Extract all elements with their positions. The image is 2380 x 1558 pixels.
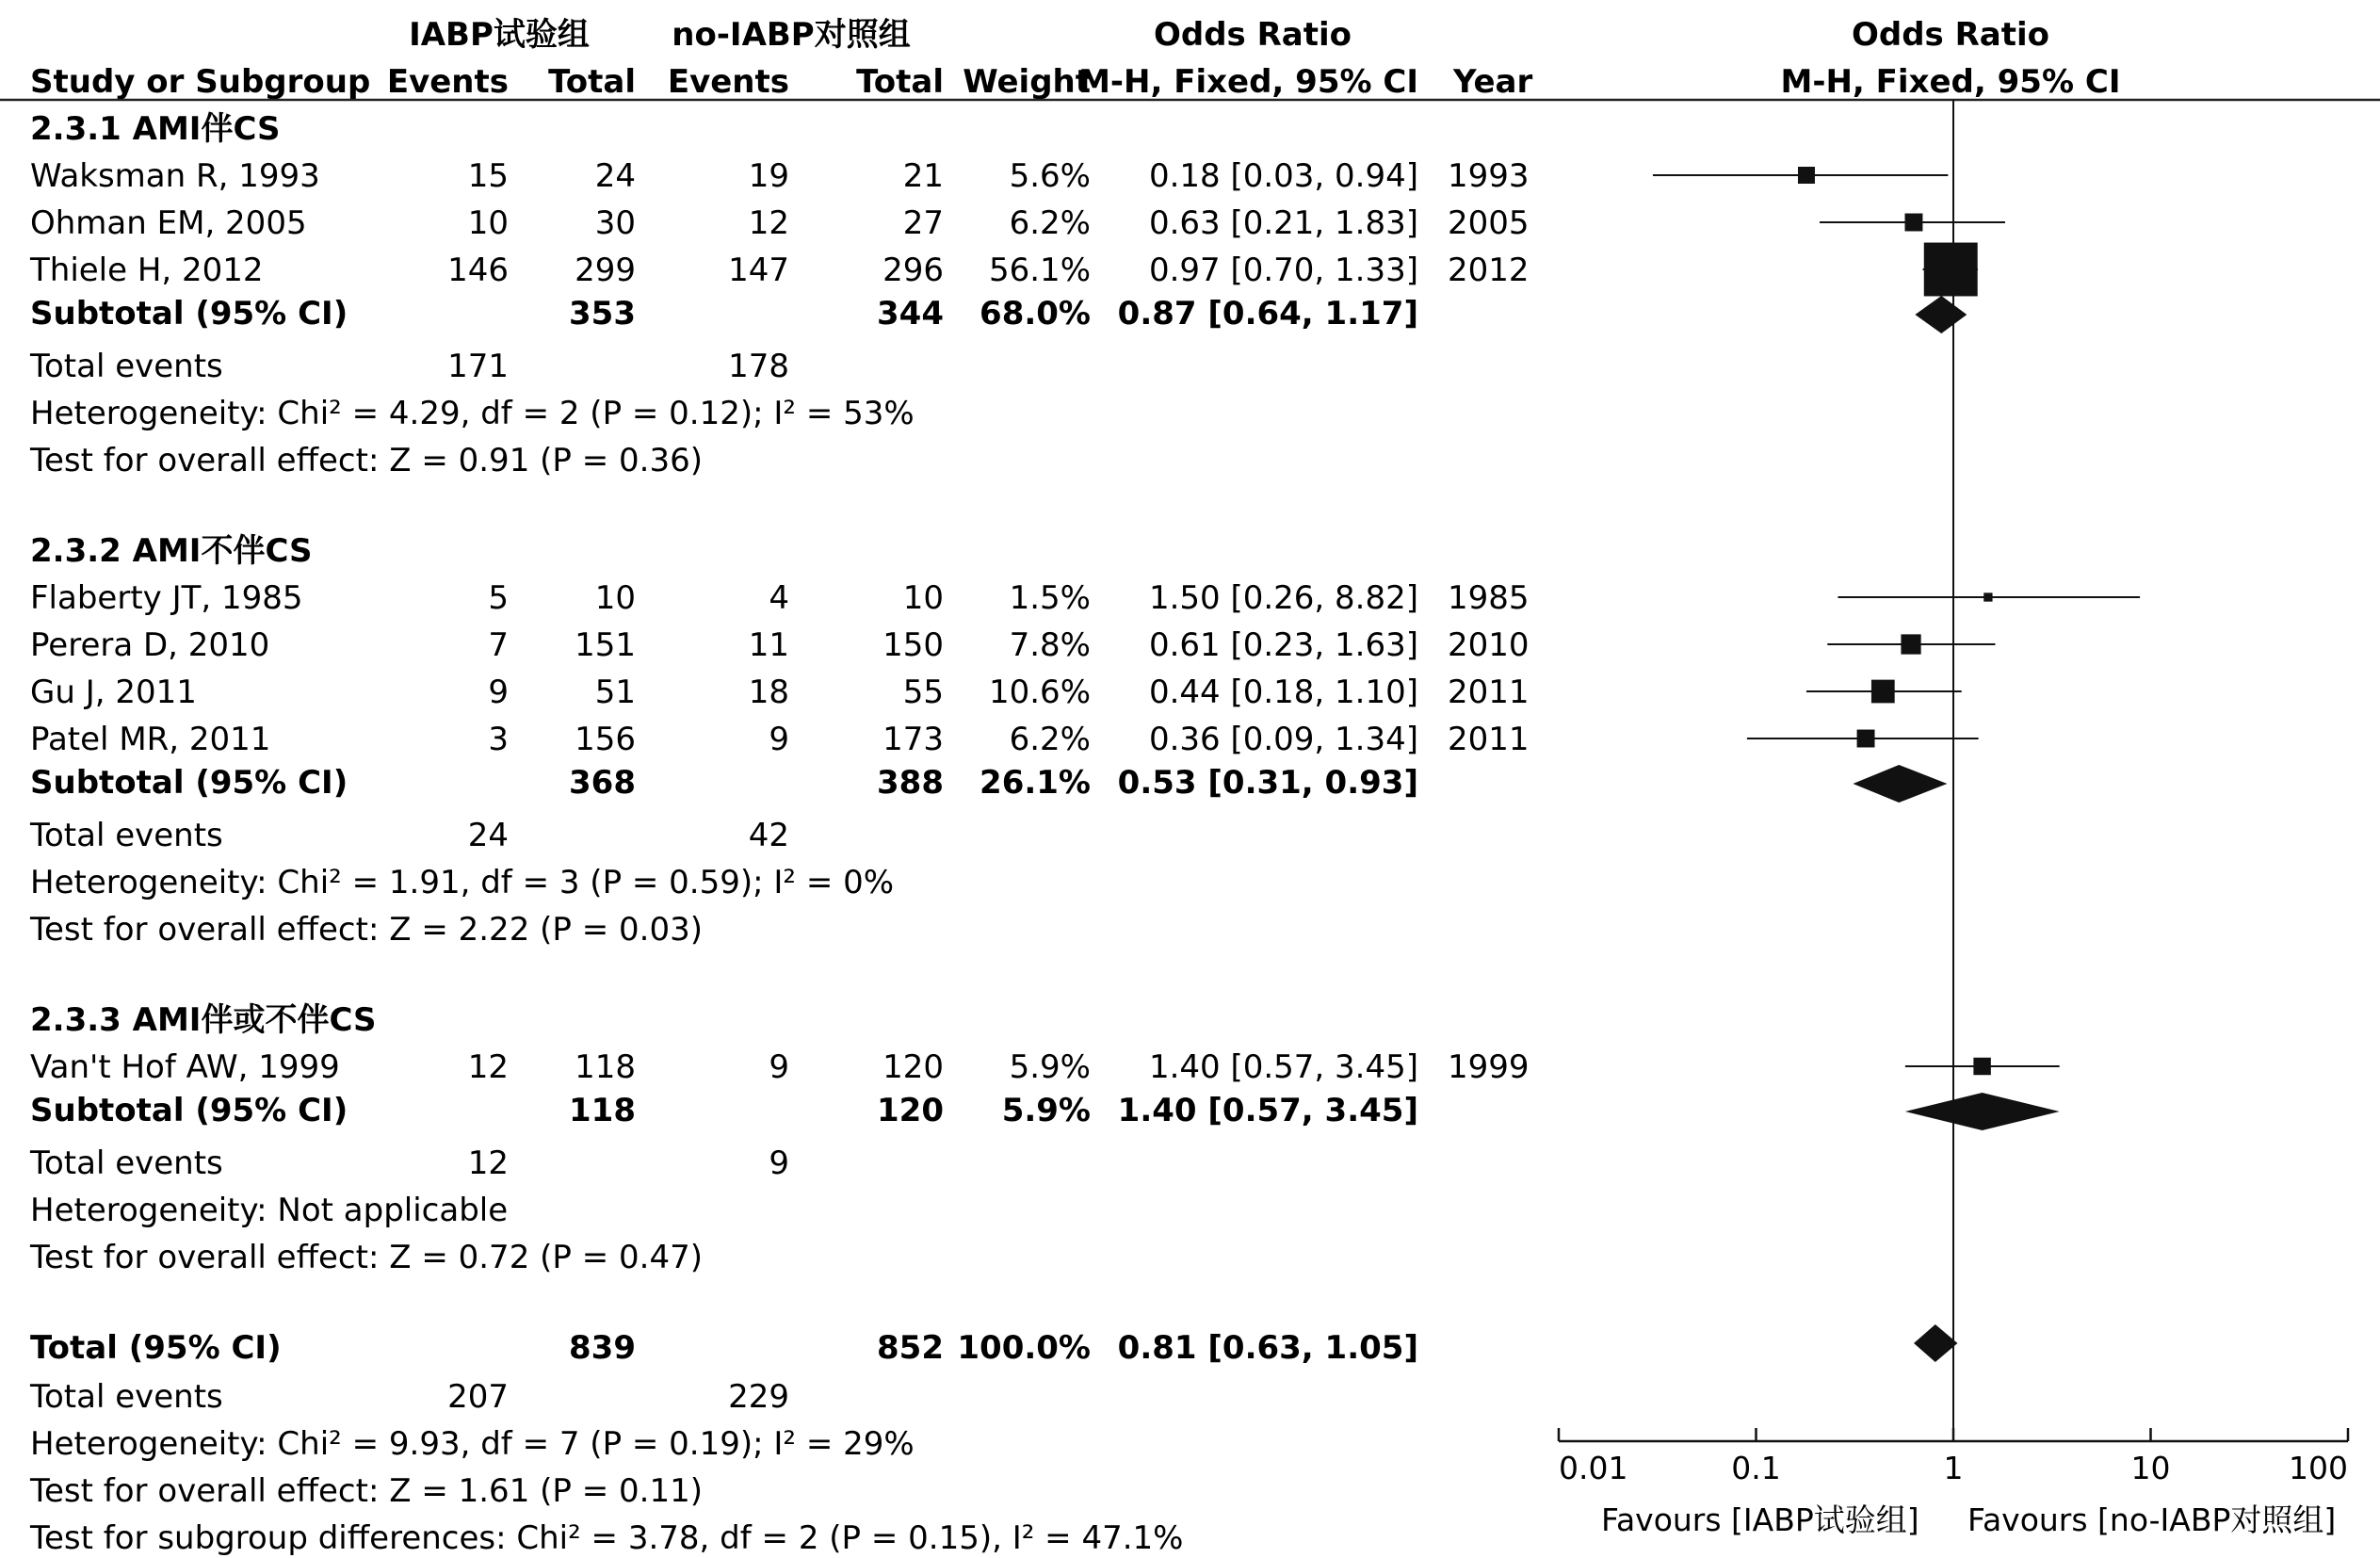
year: 2005 [1448,204,1530,242]
table-body [29,110,1530,1557]
group2-title: no-IABP对照组 [672,16,911,54]
ci-text: 0.36 [0.09, 1.34] [1148,721,1418,758]
point-estimate [1901,634,1920,654]
subtotal-diamond [1915,296,1967,333]
events-1: 3 [488,721,509,758]
total-total-2: 852 [877,1329,944,1367]
year: 1985 [1448,579,1530,617]
total-events-label: Total events [30,348,223,385]
subtotal-ci-text: 1.40 [0.57, 3.45] [1117,1092,1418,1129]
total-events-2: 9 [769,1144,789,1182]
events-1: 9 [488,674,509,711]
subtotal-diamond [1853,765,1947,803]
events-2: 4 [769,579,789,617]
events-2: 19 [748,157,789,195]
point-estimate [1924,243,1978,297]
events-1: 15 [467,157,509,195]
total-2: 55 [902,674,944,711]
subtotal-diamond [1905,1093,2060,1130]
total-2: 296 [882,252,944,289]
events-2: 9 [769,721,789,758]
study-name: Van't Hof AW, 1999 [30,1048,340,1086]
subtotal-weight: 26.1% [980,764,1091,802]
overall-effect-text: Test for overall effect: Z = 0.72 (P = 0.47) [30,1239,703,1276]
subtotal-weight: 5.9% [1001,1092,1091,1129]
total-1: 10 [594,579,636,617]
year: 1993 [1448,157,1530,195]
point-estimate [1973,1058,1990,1075]
weight: 5.9% [1009,1048,1091,1086]
study-name: Gu J, 2011 [30,674,197,711]
total-events-label: Total events [30,1144,223,1182]
total-events-label: Total events [30,1378,223,1416]
weight: 7.8% [1009,626,1091,664]
ci-text: 1.50 [0.26, 8.82] [1148,579,1418,617]
subtotal-label: Subtotal (95% CI) [30,1092,348,1129]
total-events-2: 42 [748,817,789,854]
total-events-1: 207 [447,1378,509,1416]
col-ci: M-H, Fixed, 95% CI [1078,63,1418,101]
point-estimate [1857,730,1875,748]
tick-label: 100 [2289,1450,2348,1486]
col-year: Year [1453,63,1533,101]
overall-effect-text: Test for overall effect: Z = 0.91 (P = 0.36) [30,442,703,479]
ci-text: 0.18 [0.03, 0.94] [1148,157,1418,195]
subtotal-ci-text: 0.53 [0.31, 0.93] [1117,764,1418,802]
col-events-1: Events [386,63,509,101]
weight: 56.1% [988,252,1091,289]
events-1: 146 [447,252,509,289]
col-events-2: Events [667,63,789,101]
tick-label: 10 [2130,1450,2171,1486]
heterogeneity-text: Heterogeneity: Chi² = 9.93, df = 7 (P = 0.19); I² = 29% [30,1425,915,1463]
subtotal-total-2: 120 [877,1092,944,1129]
total-events-2: 229 [728,1378,789,1416]
study-name: Ohman EM, 2005 [30,204,307,242]
subgroup-difference-text: Test for subgroup differences: Chi² = 3.78, df = 2 (P = 0.15), I² = 47.1% [30,1519,1184,1557]
x-axis [1559,100,2348,1538]
total-2: 10 [902,579,944,617]
point-estimate [1904,214,1922,232]
overall-effect-text: Test for overall effect: Z = 2.22 (P = 0.03) [30,911,703,949]
group1-title: IABP试验组 [409,16,590,54]
events-1: 5 [488,579,509,617]
subgroup-title: 2.3.3 AMI伴或不伴CS [30,1001,377,1039]
year: 2010 [1448,626,1530,664]
weight: 10.6% [988,674,1091,711]
weight: 6.2% [1009,204,1091,242]
total-2: 173 [882,721,944,758]
point-estimate [1871,680,1895,704]
point-estimate [1983,592,1992,601]
col-total-2: Total [856,63,944,101]
ci-text: 0.61 [0.23, 1.63] [1148,626,1418,664]
total-diamond [1914,1324,1957,1362]
total-2: 21 [902,157,944,195]
point-estimate [1798,167,1815,184]
col-weight: Weight [963,63,1091,101]
subtotal-label: Subtotal (95% CI) [30,764,348,802]
subtotal-total-2: 388 [877,764,944,802]
total-1: 156 [575,721,636,758]
subtotal-total-1: 118 [569,1092,636,1129]
col-total-1: Total [548,63,636,101]
study-name: Flaberty JT, 1985 [30,579,303,617]
total-events-1: 171 [447,348,509,385]
study-name: Waksman R, 1993 [30,157,320,195]
total-1: 151 [575,626,636,664]
study-name: Thiele H, 2012 [30,252,264,289]
subtotal-ci-text: 0.87 [0.64, 1.17] [1117,295,1418,333]
subtotal-weight: 68.0% [980,295,1091,333]
total-label: Total (95% CI) [30,1329,282,1367]
events-2: 11 [748,626,789,664]
subtotal-label: Subtotal (95% CI) [30,295,348,333]
total-weight: 100.0% [957,1329,1091,1367]
subgroup-title: 2.3.2 AMI不伴CS [30,532,313,570]
year: 2012 [1448,252,1530,289]
total-ci-text: 0.81 [0.63, 1.05] [1117,1329,1418,1367]
events-1: 10 [467,204,509,242]
ci-text: 0.63 [0.21, 1.83] [1148,204,1418,242]
tick-label: 0.1 [1731,1450,1781,1486]
year: 2011 [1448,674,1530,711]
plot-marks [1653,167,2140,1362]
col-study: Study or Subgroup [30,63,371,101]
total-1: 118 [575,1048,636,1086]
odds-ratio-text-title: Odds Ratio [1153,16,1352,54]
heterogeneity-text: Heterogeneity: Chi² = 1.91, df = 3 (P = 0.59); I² = 0% [30,864,895,901]
total-1: 30 [594,204,636,242]
heterogeneity-text: Heterogeneity: Not applicable [30,1192,509,1229]
subtotal-total-1: 353 [569,295,636,333]
year: 2011 [1448,721,1530,758]
heterogeneity-text: Heterogeneity: Chi² = 4.29, df = 2 (P = 0.12); I² = 53% [30,395,915,432]
events-2: 9 [769,1048,789,1086]
year: 1999 [1448,1048,1530,1086]
col-plot-ci: M-H, Fixed, 95% CI [1780,63,2121,101]
total-2: 120 [882,1048,944,1086]
ci-text: 0.44 [0.18, 1.10] [1148,674,1418,711]
total-events-1: 24 [467,817,509,854]
tick-label: 1 [1943,1450,1964,1486]
events-1: 7 [488,626,509,664]
subgroup-title: 2.3.1 AMI伴CS [30,110,281,148]
study-name: Perera D, 2010 [30,626,270,664]
ci-text: 0.97 [0.70, 1.33] [1148,252,1418,289]
total-1: 24 [594,157,636,195]
odds-ratio-plot-title: Odds Ratio [1851,16,2050,54]
total-1: 51 [594,674,636,711]
total-events-2: 178 [728,348,789,385]
favours-right-label: Favours [no-IABP对照组] [1967,1501,2337,1538]
tick-label: 0.01 [1559,1450,1628,1486]
overall-effect-text: Test for overall effect: Z = 1.61 (P = 0.11) [30,1472,703,1510]
weight: 1.5% [1009,579,1091,617]
total-1: 299 [575,252,636,289]
events-1: 12 [467,1048,509,1086]
total-events-label: Total events [30,817,223,854]
total-2: 150 [882,626,944,664]
ci-text: 1.40 [0.57, 3.45] [1148,1048,1418,1086]
subtotal-total-1: 368 [569,764,636,802]
subtotal-total-2: 344 [877,295,944,333]
events-2: 18 [748,674,789,711]
events-2: 12 [748,204,789,242]
study-name: Patel MR, 2011 [30,721,271,758]
weight: 5.6% [1009,157,1091,195]
total-events-1: 12 [467,1144,509,1182]
total-total-1: 839 [569,1329,636,1367]
total-2: 27 [902,204,944,242]
favours-left-label: Favours [IABP试验组] [1601,1501,1919,1538]
events-2: 147 [728,252,789,289]
weight: 6.2% [1009,721,1091,758]
